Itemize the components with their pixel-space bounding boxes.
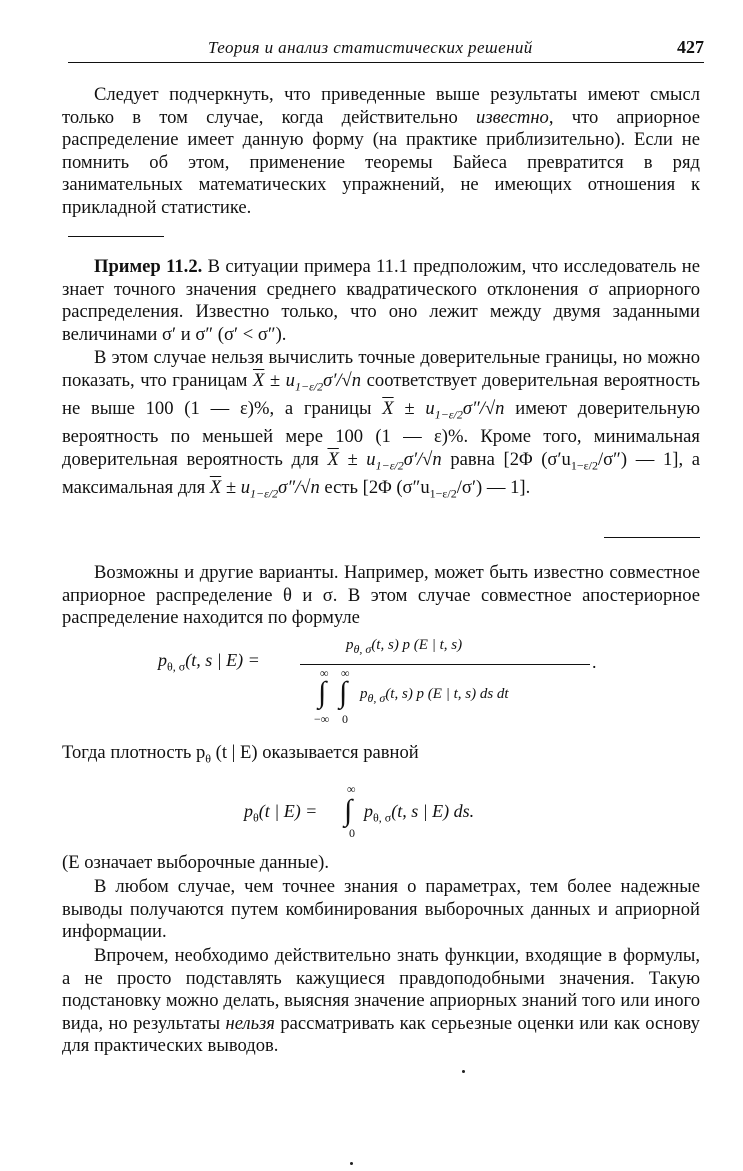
integral2-sign: ∫ — [344, 794, 353, 827]
paragraph-intro-text-b: , что априорное распределение имеет данную форму (на практике приблизительно). Если не помнить об этом, применение теоремы Байеса превратится в ряд занимательных математических упражнений, не имеющих отношения к прикладной статистике. — [62, 106, 700, 218]
bounds-text-a: В этом случае нельзя вычислить точные доверительные границы, но можно показать, что границам — [62, 347, 700, 391]
example-paragraph — [62, 256, 700, 346]
paragraph-data-note: (E означает выборочные данные). — [62, 852, 329, 873]
page-header — [68, 36, 704, 63]
posterior-numerator: $p_{\theta, \sigma}(t$, s) p (E | t, s) — [346, 637, 463, 656]
bounds-text-b: соответствует доверительная вероятность не выше 100 (1 — ε)%, а границы — [62, 369, 700, 419]
integral2-upper: ∞ — [347, 782, 356, 796]
integral-sign-2: ∫ — [339, 676, 348, 709]
bound-expr-3: $\overline{X} \pm u_{1-\varepsilon/2}\sigma'/√n$ — [327, 448, 442, 473]
integral-lower-2: 0 — [342, 712, 348, 726]
paragraph-marginal-density: Тогда плотность $p_\theta$ (t | E) оказывается равной — [62, 742, 419, 766]
bound-expr-1: $\overline{X} \pm u_{1-\varepsilon/2}\sigma'/√n$ — [252, 369, 362, 394]
print-speck — [462, 1070, 465, 1073]
print-speck-bottom — [350, 1162, 353, 1165]
marginal-formula-rhs: $p_{\theta, \sigma}(t$, s | E) ds. — [364, 801, 475, 825]
integral-sign-1: ∫ — [318, 676, 327, 709]
paragraph-intro-text-a: Следует подчеркнуть, что приведенные выше результаты имеют смысл только в том случае, когда действительно — [62, 84, 700, 128]
running-title: Теория и анализ статистических решений — [208, 38, 533, 57]
bound-expr-4: $\overline{X} \pm u_{1-\varepsilon/2}\sigma''/√n$ — [209, 477, 320, 501]
bounds-text-d: равна [2Φ (σ′u — [441, 448, 571, 470]
bounds-text-f: есть [2Φ (σ″u — [319, 477, 430, 499]
bounds-text-c: имеют доверительную вероятность по меньшей мере 100 (1 — ε)%. Кроме того, минимальная доверительная вероятность для — [62, 397, 700, 470]
emphasis-known: известно — [476, 106, 549, 128]
bounds-text-e: /σ″) — 1], а максимальная для — [62, 448, 700, 499]
integral-upper-1: ∞ — [320, 666, 329, 680]
integral-upper-2: ∞ — [341, 666, 350, 680]
example-label: Пример 11.2. — [94, 256, 203, 277]
example-bounds-paragraph — [62, 347, 700, 505]
fraction-bar — [300, 664, 590, 665]
marginal-formula-lhs: $p_\theta(t$ | E) = — [244, 801, 318, 825]
bounds-text-g: /σ′) — 1]. — [456, 477, 531, 499]
paragraph-intro — [62, 84, 700, 220]
emphasis-cannot: нельзя — [225, 1012, 275, 1034]
formula-period: . — [592, 652, 597, 672]
example-top-rule — [68, 236, 164, 237]
paragraph-combination: В любом случае, чем точнее знания о параметрах, тем более надежные выводы получаются путем комбинирования выборочных данных и априорной информации. — [62, 876, 700, 943]
sub-max: 1−ε/2 — [429, 486, 457, 501]
page-number: 427 — [677, 37, 704, 57]
integral-lower-1: −∞ — [314, 712, 330, 726]
integral2-lower: 0 — [349, 826, 355, 840]
paragraph-joint-prior: Возможны и другие варианты. Например, может быть известно совместное априорное распределение θ и σ. В этом случае совместное апостериорное распределение находится по формуле — [62, 562, 700, 629]
paragraph-caveat: Впрочем, необходимо действительно знать функции, входящие в формулы, а не просто подставлять кажущиеся правдоподобными значения. Такую подстановку можно делать, выясняя значение априорных знаний того или иного вида, но результаты нельзя рассматривать как серьезные оценки или как основу для практических выводов. — [62, 945, 700, 1057]
sub-min: 1−ε/2 — [570, 458, 598, 473]
bound-expr-2: $\overline{X} \pm u_{1-\varepsilon/2}\sigma''/√n$ — [382, 397, 505, 422]
example-text: В ситуации примера 11.1 предположим, что исследователь не знает точного значения среднего квадратического отклонения σ априорного распределения. Известно только, что оно лежит между двумя заданными величинами σ′ и σ″ (σ′ < σ″). — [62, 256, 700, 345]
posterior-denominator: $p_{\theta, \sigma}(t$, s) p (E | t, s) ds dt — [360, 686, 509, 705]
posterior-formula-lhs: $p_{\theta, \sigma}(t$, s | E) = — [158, 650, 260, 674]
example-bottom-rule — [604, 537, 700, 538]
